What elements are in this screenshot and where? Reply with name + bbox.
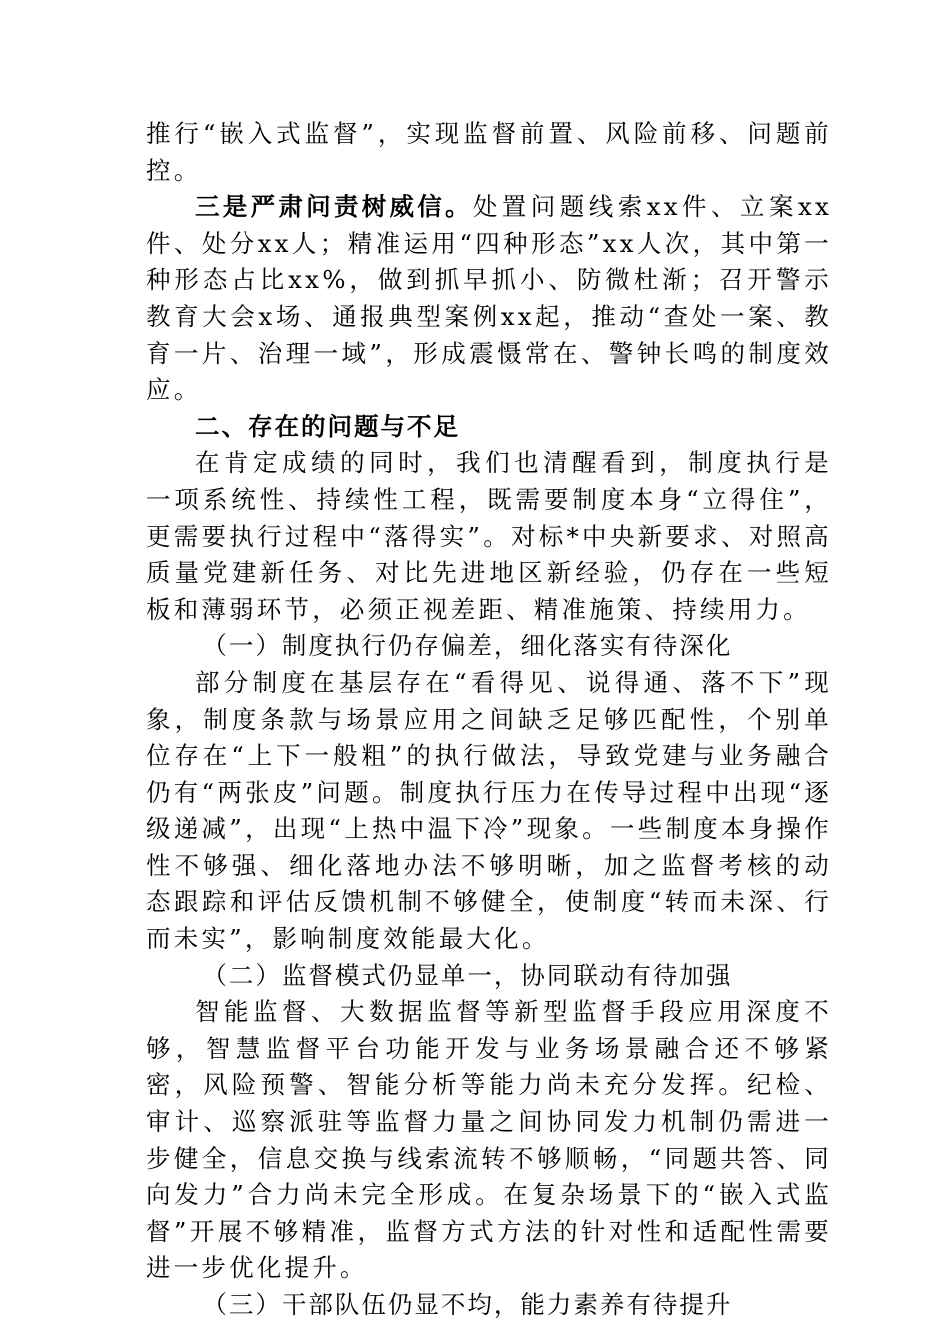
document-body: [146, 116, 832, 1324]
subsection-heading-3: （三）干部队伍仍显不均，能力素养有待提升: [202, 1290, 733, 1319]
paragraph-institution: 部分制度在基层存在“看得见、说得通、落不下”现象，制度条款与场景应用之间缺乏足够匹配性，个别单位存在“上下一般粗”的执行做法，导致党建与业务融合仍有“两张皮”问题。制度执行压力在传导过程中出现“逐级递减”，出现“上热中温下冷”现象。一些制度本身操作性不够强、细化落地办法不够明晰，加之监督考核的动态跟踪和评估反馈机制不够健全，使制度“转而未深、行而未实”，影响制度效能最大化。: [146, 667, 832, 954]
subsection-heading-1: （一）制度执行仍存偏差，细化落实有待深化: [202, 631, 733, 661]
paragraph-intro: 在肯定成绩的同时，我们也清醒看到，制度执行是一项系统性、持续性工程，既需要制度本身“立得住”，更需要执行过程中“落得实”。对标*中央新要求、对照高质量党建新任务、对比先进地区新经验，仍存在一些短板和薄弱环节，必须正视差距、精准施策、持续用力。: [146, 448, 832, 624]
paragraph-supervision: 智能监督、大数据监督等新型监督手段应用深度不够，智慧监督平台功能开发与业务场景融合还不够紧密，风险预警、智能分析等能力尚未充分发挥。纪检、审计、巡察派驻等监督力量之间协同发力机制仍需进一步健全，信息交换与线索流转不够顺畅，“同题共答、同向发力”合力尚未完全形成。在复杂场景下的“嵌入式监督”开展不够精准，监督方式方法的针对性和适配性需要进一步优化提升。: [146, 997, 832, 1283]
paragraph-accountability: [146, 189, 832, 409]
subsection-heading-2: （二）监督模式仍显单一，协同联动有待加强: [202, 960, 733, 990]
paragraph-text: 处置问题线索xx件、立案xx件、处分xx人；精准运用“四种形态”xx人次，其中第一种形态占比xx%，做到抓早抓小、防微杜渐；召开警示教育大会x场、通报典型案例xx起，推动“查处一案、教育一片、治理一域”，形成震慑常在、警钟长鸣的制度效应。: [146, 192, 832, 405]
paragraph-lead: 三是严肃问责树威信。: [195, 192, 473, 222]
section-heading: 二、存在的问题与不足: [195, 411, 460, 441]
paragraph-continuation: 推行“嵌入式监督”，实现监督前置、风险前移、问题前控。: [146, 119, 832, 185]
